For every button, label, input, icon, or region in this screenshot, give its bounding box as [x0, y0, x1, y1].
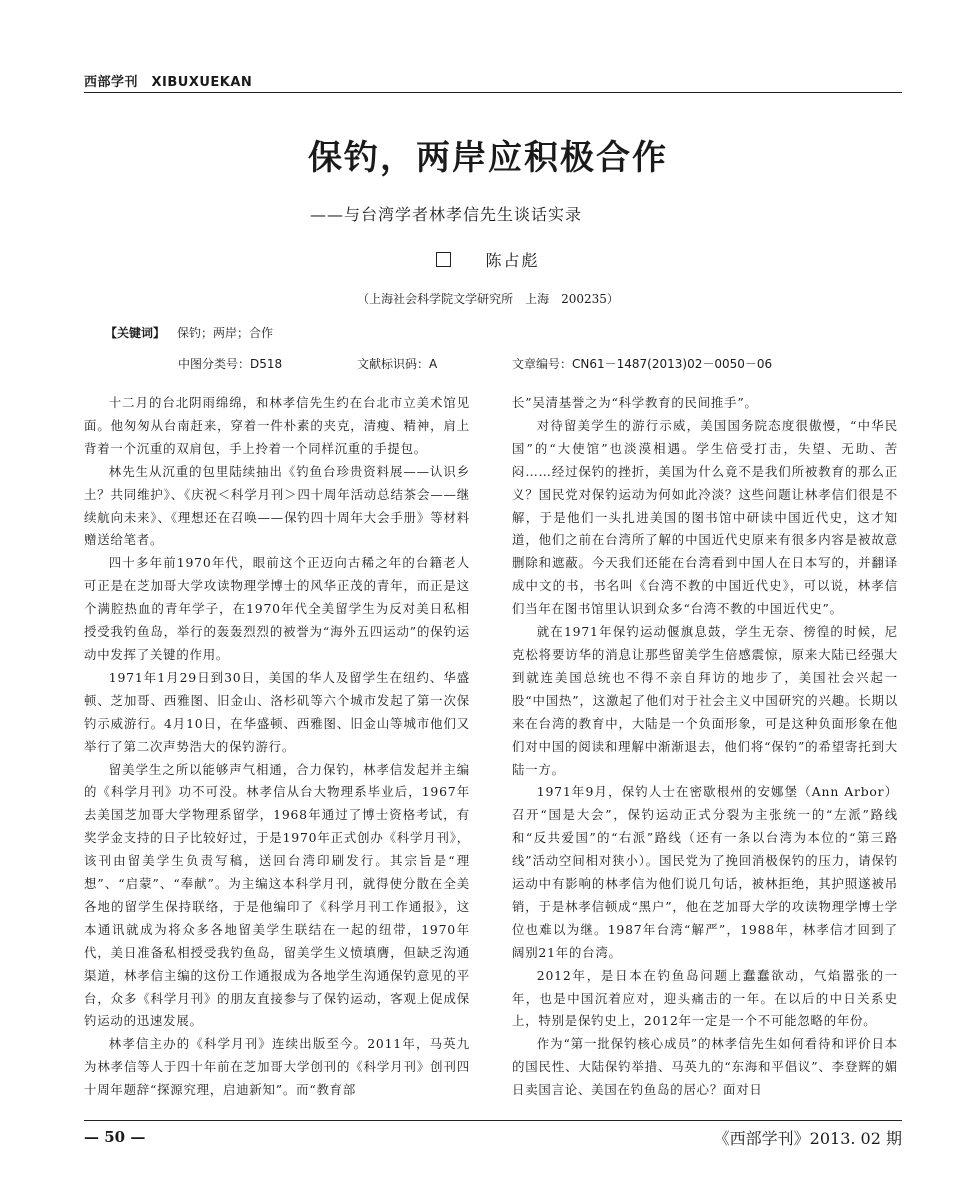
body-paragraph: 留美学生之所以能够声气相通，合力保钓，林孝信发起并主编的《科学月刊》功不可没。林孝信从台大物理系毕业后，1967年去美国芝加哥大学物理系留学，1968年通过了博士资格考试，有奖学金支持的日子比较好过，于是1970年正式创办《科学月刊》，该刊由留美学生负责写稿，送回台湾印刷发行。其宗旨是“理想”、“启蒙”、“奉献”。为主编这本科学月刊，就得使分散在全美各地的留学生保持联络，于是他编印了《科学月刊工作通报》，这本通讯就成为将众多各地留美学生联结在一起的纽带，1970年代，美日准备私相授受我钓鱼岛，留美学生义愤填膺，但缺乏沟通渠道，林孝信主编的这份工作通报成为各地学生沟通保钓意见的平台，众多《科学月刊》的朋友直接参与了保钓运动，客观上促成保钓运动的迅速发展。 [84, 761, 470, 1029]
document-code: 文献标识码：A [357, 357, 438, 371]
body-paragraph: 林先生从沉重的包里陆续抽出《钓鱼台珍贵资料展——认识乡土？共同维护》、《庆祝＜科学月刊＞四十周年活动总结茶会——继续航向未来》、《理想还在召唤——保钓四十周年大会手册》等材料赠送给笔者。 [84, 463, 470, 548]
keywords [105, 324, 273, 341]
article-number: 文章编号：CN61－1487(2013)02－0050－06 [512, 357, 773, 371]
keywords-label: 【关键词】 [105, 326, 166, 340]
article-title: 保钓，两岸应积极合作 [308, 138, 668, 178]
body-paragraph: 林孝信主办的《科学月刊》连续出版至今。2011年，马英九为林孝信等人于四十年前在芝加哥大学创刊的《科学月刊》创刊四十周年题辞“探源究理，启迪新知”。而“教育部 [84, 1036, 470, 1098]
author-affiliation: （上海社会科学院文学研究所 上海 200235） [357, 292, 619, 306]
author-box-icon [436, 252, 451, 267]
body-paragraph: 作为“第一批保钓核心成员”的林孝信先生如何看待和评价日本的国民性、大陆保钓举措、马英九的“东海和平倡议”、李登辉的媚日卖国言论、美国在钓鱼岛的居心？面对日 [512, 1036, 898, 1098]
body-paragraph: 1971年1月29日到30日，美国的华人及留学生在纽约、华盛顿、芝加哥、西雅图、旧金山、洛杉矶等六个城市发起了第一次保钓示威游行。4月10日，在华盛顿、西雅图、旧金山等城市他们又举行了第二次声势浩大的保钓游行。 [84, 669, 470, 754]
left-column [84, 392, 470, 1102]
body-paragraph: 1971年9月，保钓人士在密歇根州的安娜堡（Ann Arbor）召开“国是大会”，保钓运动正式分裂为主张统一的“左派”路线和“反共爱国”的“右派”路线（还有一条以台湾为本位的“第三路线”活动空间相对狭小）。国民党为了挽回消极保钓的压力，请保钓运动中有影响的林孝信为他们说几句话，被林拒绝，其护照遂被吊销，于是林孝信顿成“黑户”，他在芝加哥大学的攻读物理学博士学位也难以为继。1987年台湾“解严”，1988年，林孝信才回到了阔别21年的台湾。 [512, 784, 898, 960]
keywords-text: 保钓；两岸；合作 [177, 326, 274, 340]
author-name: 陈占彪 [485, 251, 540, 270]
running-header [84, 64, 902, 93]
page-number: — 50 — [84, 1128, 146, 1146]
body-paragraph: 2012年，是日本在钓鱼岛问题上蠢蠢欲动，气焰嚣张的一年，也是中国沉着应对，迎头痛击的一年。在以后的中日关系史上，特别是保钓史上，2012年一定是一个不可能忽略的年份。 [512, 967, 898, 1029]
body-paragraph: 就在1971年保钓运动偃旗息鼓，学生无奈、徬徨的时候，尼克松将要访华的消息让那些留美学生倍感震惊，原来大陆已经强大到就连美国总统也不得不亲自拜访的地步了，美国社会兴起一股“中国热”，这激起了他们对于社会主义中国研究的兴趣。长期以来在台湾的教育中，大陆是一个负面形象，可是这种负面形象在他们对中国的阅读和理解中渐渐退去，他们将“保钓”的希望寄托到大陆一方。 [512, 624, 898, 777]
body-paragraph: 对待留美学生的游行示威，美国国务院态度很傲慢，“中华民国”的“大使馆”也淡漠相遇。学生倍受打击，失望、无助、苦闷……经过保钓的挫折，美国为什么竟不是我们所被教育的那么正义？国民党对保钓运动为何如此冷淡？这些问题让林孝信们很是不解，于是他们一头扎进美国的图书馆中研读中国近代史，这才知道，他们之前在台湾所了解的中国近代史原来有很多内容是被故意删除和遮蔽。今天我们还能在台湾看到中国人在日本写的，并翻译成中文的书，书名叫《台湾不教的中国近代史》，可以说，林孝信们当年在图书馆里认识到众多“台湾不教的中国近代史”。 [512, 417, 898, 617]
body-paragraph: 长”吴清基誉之为“科学教育的民间推手”。 [512, 395, 758, 410]
journal-header-label: 西部学刊 XIBUXUEKAN [84, 75, 253, 90]
right-column [512, 392, 898, 1102]
author-line [0, 248, 976, 271]
footer-rule [84, 1120, 902, 1121]
journal-issue: 《西部学刊》2013. 02 期 [713, 1129, 902, 1148]
body-paragraph: 十二月的台北阴雨绵绵，和林孝信先生约在台北市立美术馆见面。他匆匆从台南赶来，穿着一件朴素的夹克，清瘦、精神，肩上背着一个沉重的双肩包，手上拎着一个同样沉重的手提包。 [84, 395, 470, 456]
article-subtitle: ——与台湾学者林孝信先生谈话实录 [310, 205, 583, 224]
body-paragraph: 四十多年前1970年代，眼前这个正迈向古稀之年的台籍老人可正是在芝加哥大学攻读物理学博士的风华正茂的青年，而正是这个满腔热血的青年学子，在1970年代全美留学生为反对美日私相授受我钓鱼岛，举行的轰轰烈烈的被誉为“海外五四运动”的保钓运动中发挥了关键的作用。 [84, 555, 470, 662]
clc-number: 中图分类号：D518 [178, 357, 283, 371]
